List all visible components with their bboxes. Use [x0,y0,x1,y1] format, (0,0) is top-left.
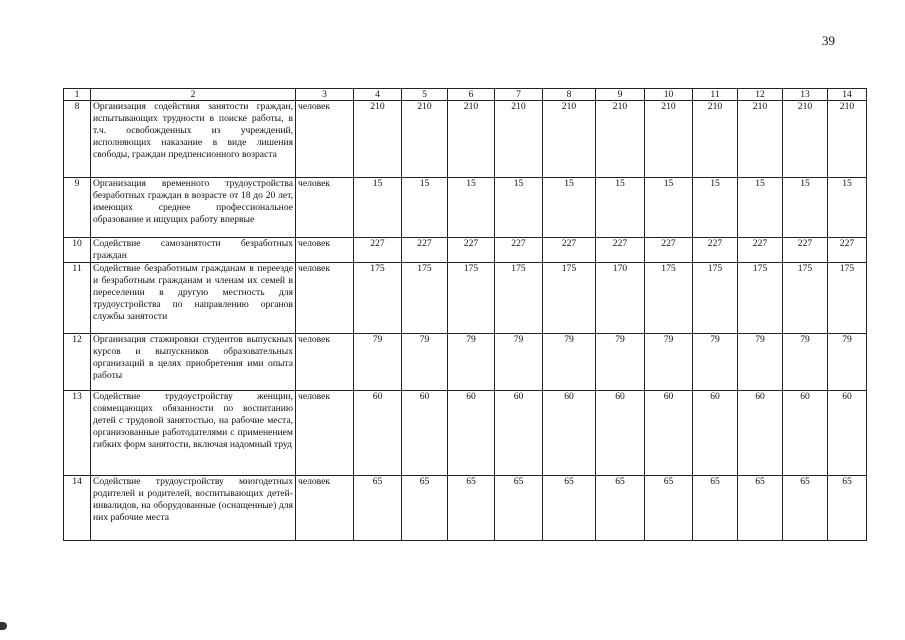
value-cell: 60 [645,391,693,476]
value-cell: 60 [738,391,783,476]
value-cell: 15 [402,178,448,238]
header-cell: 3 [296,89,354,101]
row-number-cell: 11 [64,263,91,334]
value-cell: 79 [783,334,828,391]
row-number-cell: 14 [64,476,91,541]
value-cell: 227 [495,238,543,263]
table-row [64,476,867,541]
unit-cell: человек [296,101,354,178]
value-cell: 175 [495,263,543,334]
value-cell: 60 [402,391,448,476]
value-cell: 175 [783,263,828,334]
value-cell: 60 [693,391,738,476]
value-cell: 210 [495,101,543,178]
value-cell: 210 [596,101,645,178]
value-cell: 175 [402,263,448,334]
header-cell: 4 [354,89,402,101]
value-cell: 65 [543,476,596,541]
unit-cell: человек [296,238,354,263]
value-cell: 227 [645,238,693,263]
value-cell: 65 [402,476,448,541]
header-cell: 11 [693,89,738,101]
value-cell: 175 [543,263,596,334]
value-cell: 79 [693,334,738,391]
value-cell: 210 [645,101,693,178]
value-cell: 175 [738,263,783,334]
value-cell: 60 [495,391,543,476]
table-row [64,101,867,178]
value-cell: 227 [738,238,783,263]
header-cell: 9 [596,89,645,101]
value-cell: 227 [354,238,402,263]
header-cell: 1 [64,89,91,101]
value-cell: 15 [543,178,596,238]
value-cell: 65 [495,476,543,541]
value-cell: 15 [828,178,867,238]
value-cell: 227 [783,238,828,263]
value-cell: 65 [448,476,495,541]
table-row [64,391,867,476]
header-cell: 13 [783,89,828,101]
value-cell: 227 [693,238,738,263]
table-row [64,238,867,263]
value-cell: 210 [543,101,596,178]
value-cell: 79 [828,334,867,391]
value-cell: 15 [354,178,402,238]
value-cell: 175 [828,263,867,334]
value-cell: 227 [448,238,495,263]
value-cell: 15 [645,178,693,238]
unit-cell: человек [296,334,354,391]
table-row [64,178,867,238]
unit-cell: человек [296,178,354,238]
value-cell: 210 [448,101,495,178]
header-cell: 6 [448,89,495,101]
value-cell: 227 [596,238,645,263]
row-number-cell: 8 [64,101,91,178]
data-table [63,88,867,541]
value-cell: 79 [448,334,495,391]
header-cell: 5 [402,89,448,101]
value-cell: 210 [783,101,828,178]
scan-mark [0,622,7,630]
value-cell: 15 [495,178,543,238]
value-cell: 227 [543,238,596,263]
unit-cell: человек [296,476,354,541]
measure-name-cell: Организация временного трудоустройства безработных граждан в возрасте от 18 до 20 лет, имеющих среднее профессиональное образование и ищущих работу впервые [91,178,296,238]
row-number-cell: 13 [64,391,91,476]
unit-cell: человек [296,391,354,476]
value-cell: 15 [693,178,738,238]
measure-name-cell: Содействие самозанятости безработных граждан [91,238,296,263]
table-row [64,334,867,391]
header-row [64,89,867,101]
header-cell: 7 [495,89,543,101]
value-cell: 210 [693,101,738,178]
value-cell: 210 [402,101,448,178]
value-cell: 175 [693,263,738,334]
value-cell: 79 [596,334,645,391]
value-cell: 227 [402,238,448,263]
row-number-cell: 9 [64,178,91,238]
value-cell: 15 [783,178,828,238]
value-cell: 79 [495,334,543,391]
value-cell: 79 [402,334,448,391]
value-cell: 175 [645,263,693,334]
value-cell: 60 [596,391,645,476]
table-row [64,263,867,334]
value-cell: 79 [543,334,596,391]
value-cell: 210 [828,101,867,178]
value-cell: 175 [448,263,495,334]
header-cell: 12 [738,89,783,101]
value-cell: 15 [596,178,645,238]
value-cell: 79 [738,334,783,391]
value-cell: 65 [596,476,645,541]
measure-name-cell: Организация стажировки студентов выпускных курсов и выпускников образовательных организаций в целях приобретения ими опыта работы [91,334,296,391]
unit-cell: человек [296,263,354,334]
value-cell: 210 [738,101,783,178]
value-cell: 175 [354,263,402,334]
value-cell: 60 [448,391,495,476]
header-cell: 2 [91,89,296,101]
page-number: 39 [822,33,835,48]
measure-name-cell: Содействие трудоустройству многодетных родителей и родителей, воспитывающих детей-инвалидов, на оборудованные (оснащенные) для них рабочие места [91,476,296,541]
header-cell: 10 [645,89,693,101]
value-cell: 65 [828,476,867,541]
value-cell: 60 [543,391,596,476]
header-cell: 14 [828,89,867,101]
header-cell: 8 [543,89,596,101]
value-cell: 65 [645,476,693,541]
value-cell: 65 [693,476,738,541]
row-number-cell: 10 [64,238,91,263]
value-cell: 170 [596,263,645,334]
value-cell: 60 [828,391,867,476]
value-cell: 79 [354,334,402,391]
value-cell: 65 [738,476,783,541]
value-cell: 15 [738,178,783,238]
value-cell: 60 [354,391,402,476]
value-cell: 65 [354,476,402,541]
value-cell: 227 [828,238,867,263]
measure-name-cell: Содействие безработным гражданам в переезде и безработным гражданам и членам их семей в переселении в другую местность для трудоустройства по направлению органов службы занятости [91,263,296,334]
value-cell: 210 [354,101,402,178]
value-cell: 60 [783,391,828,476]
value-cell: 79 [645,334,693,391]
value-cell: 15 [448,178,495,238]
measure-name-cell: Содействие трудоустройству женщин, совмещающих обязанности по воспитанию детей с трудовой занятостью, на рабочие места, организованные работодателями с применением гибких форм занятости, включая надомный труд [91,391,296,476]
measure-name-cell: Организация содействия занятости граждан, испытывающих трудности в поиске работы, в т.ч. освобожденных из учреждений, исполняющих наказание в виде лишения свободы, граждан предпенсионного возраста [91,101,296,178]
row-number-cell: 12 [64,334,91,391]
value-cell: 65 [783,476,828,541]
